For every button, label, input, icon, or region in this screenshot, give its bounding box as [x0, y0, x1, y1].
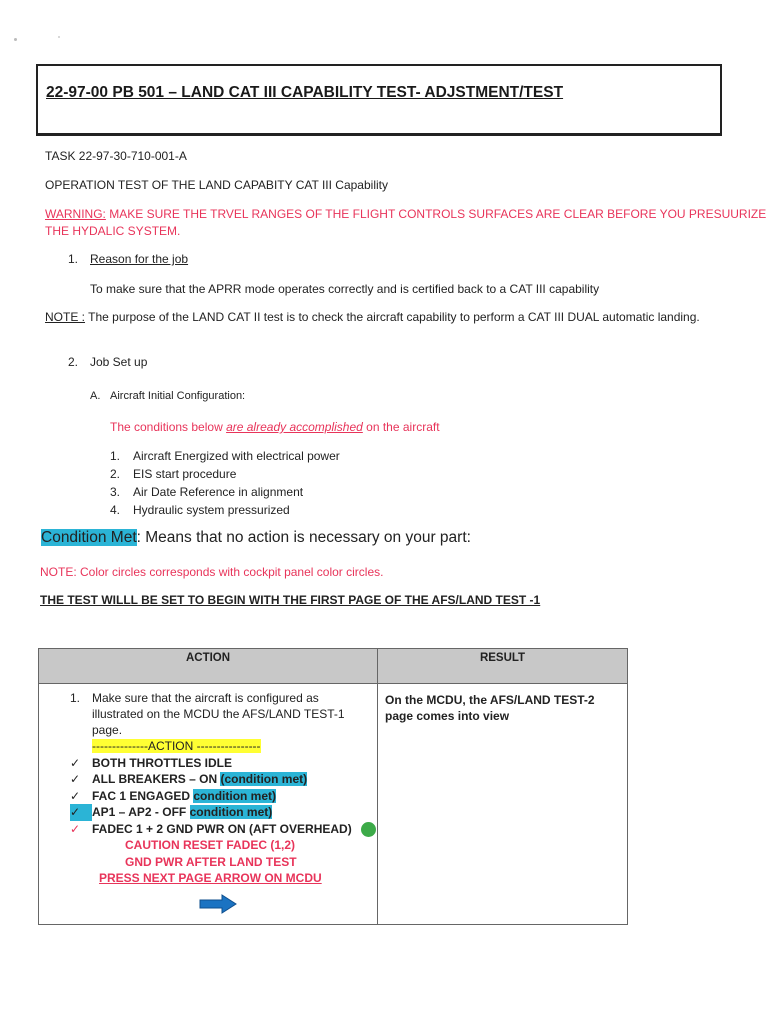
check-item-breakers — [70, 771, 376, 788]
header-action: ACTION — [39, 649, 378, 684]
table-row — [39, 684, 628, 925]
section-reason — [68, 252, 188, 266]
condition-met-badge: condition met) — [189, 805, 273, 819]
list-item — [110, 447, 340, 465]
list-item — [110, 465, 340, 483]
reason-text: To make sure that the APRR mode operates correctly and is certified back to a CAT III capability — [90, 282, 600, 296]
condition-met-legend — [41, 529, 471, 547]
warning-line-2: THE HYDALIC SYSTEM. — [45, 224, 181, 238]
test-start-instruction: THE TEST WILLL BE SET TO BEGIN WITH THE FIRST PAGE OF THE AFS/LAND TEST -1 — [40, 593, 541, 607]
check-item-throttles — [70, 755, 376, 772]
list-item — [110, 483, 340, 501]
condition-met-badge: condition met) — [193, 788, 277, 803]
check-icon: ✓ — [70, 772, 81, 786]
conditions-emphasis: are already accomplished — [226, 420, 363, 434]
operation-title: OPERATION TEST OF THE LAND CAPABITY CAT III Capability — [45, 178, 388, 192]
section-heading: Reason for the job — [90, 252, 189, 266]
check-item-text: AP1 – AP2 - OFF — [92, 805, 190, 819]
condition-met-text: : Means that no action is necessary on your part: — [136, 529, 471, 546]
green-circle-icon — [361, 822, 376, 837]
subsection-heading: Aircraft Initial Configuration: — [110, 390, 246, 402]
action-cell — [39, 684, 378, 925]
list-text: Aircraft Energized with electrical power — [133, 449, 340, 463]
note-text: The purpose of the LAND CAT II test is to check the aircraft capability to perform a CAT III DUAL automatic landing. — [85, 310, 700, 324]
title-box — [36, 64, 722, 136]
action-banner-row — [70, 738, 376, 755]
check-item-fac — [70, 788, 376, 805]
list-number: 4. — [110, 503, 121, 517]
note-color-circles: NOTE: Color circles corresponds with cockpit panel color circles. — [40, 565, 384, 579]
action-result-table — [38, 648, 628, 925]
list-item — [110, 501, 340, 519]
check-item-text: BOTH THROTTLES IDLE — [92, 755, 232, 770]
step-text: Make sure that the aircraft is configured as illustrated on the MCDU the AFS/LAND TEST-1 page. — [92, 691, 345, 737]
header-result: RESULT — [378, 649, 628, 684]
check-icon: ✓ — [70, 804, 92, 821]
section-heading: Job Set up — [90, 355, 148, 369]
check-item-text: FAC 1 ENGAGED — [92, 788, 194, 803]
caution-line-1: CAUTION RESET FADEC (1,2) — [125, 838, 296, 852]
task-number: TASK 22-97-30-710-001-A — [45, 149, 187, 163]
check-item-text: ALL BREAKERS – ON — [92, 772, 221, 786]
section-number: 1. — [68, 252, 79, 266]
step-number: 1. — [70, 691, 81, 705]
conditions-intro — [110, 420, 440, 434]
condition-met-badge: (condition met) — [220, 772, 308, 786]
table-header-row — [39, 649, 628, 684]
conditions-post: on the aircraft — [362, 420, 440, 434]
scan-speck — [14, 38, 17, 41]
action-items — [70, 738, 376, 915]
section-number: 2. — [68, 355, 79, 369]
check-icon: ✓ — [70, 788, 81, 803]
caution-line-2: GND PWR AFTER LAND TEST — [125, 854, 297, 869]
check-item-text: FADEC 1 + 2 GND PWR ON (AFT OVERHEAD) — [92, 821, 356, 836]
warning-text: MAKE SURE THE TRVEL RANGES OF THE FLIGHT CONTROLS SURFACES ARE CLEAR BEFORE YOU PRESUURIZE — [105, 207, 767, 221]
press-next-instruction: PRESS NEXT PAGE ARROW ON MCDU — [99, 871, 322, 885]
list-number: 3. — [110, 485, 121, 499]
subsection-aircraft-config — [90, 390, 245, 402]
step-1 — [40, 685, 376, 738]
note-label: NOTE : — [45, 310, 86, 324]
list-number: 2. — [110, 467, 121, 481]
page-title: 22-97-00 PB 501 – LAND CAT III CAPABILITY TEST- ADJSTMENT/TEST — [46, 84, 564, 101]
note-capability — [45, 309, 725, 326]
check-icon: ✓ — [70, 755, 81, 770]
warning-line-1 — [45, 207, 766, 221]
list-number: 1. — [110, 449, 121, 463]
list-text: Air Date Reference in alignment — [133, 485, 304, 499]
conditions-pre: The conditions below — [110, 420, 227, 434]
result-text: On the MCDU, the AFS/LAND TEST-2 page comes into view — [385, 693, 595, 723]
check-item-ap — [70, 804, 376, 821]
check-item-fadec — [70, 821, 376, 838]
scan-speck — [58, 36, 60, 38]
initial-conditions-list — [110, 447, 340, 519]
check-icon: ✓ — [70, 821, 81, 836]
result-cell — [378, 684, 628, 925]
list-text: EIS start procedure — [133, 467, 237, 481]
condition-met-badge: Condition Met — [41, 529, 137, 546]
subsection-letter: A. — [90, 390, 101, 402]
list-text: Hydraulic system pressurized — [133, 503, 290, 517]
warning-label: WARNING: — [45, 207, 106, 221]
section-job-setup — [68, 355, 147, 369]
action-banner: --------------ACTION ---------------- — [92, 739, 261, 753]
arrow-right-icon — [198, 893, 238, 915]
